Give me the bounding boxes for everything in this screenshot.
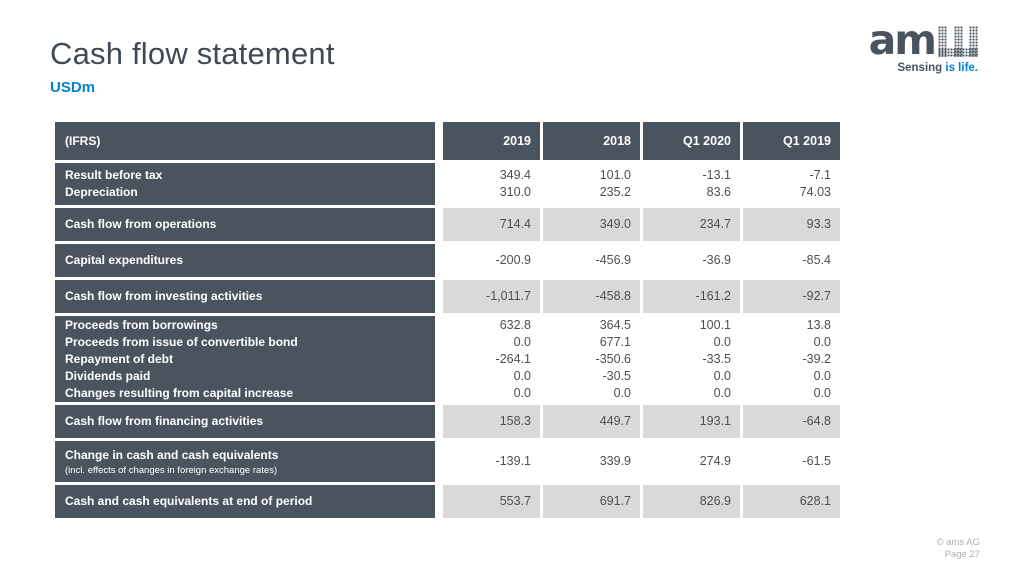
- table-row: [55, 208, 840, 241]
- table-header-row: [55, 122, 840, 160]
- row-label: Proceeds from issue of convertible bond: [65, 334, 298, 349]
- row-label-cell: [55, 441, 435, 482]
- row-label: Proceeds from borrowings: [65, 317, 218, 332]
- page-number: Page 27: [944, 549, 980, 560]
- value-cell: -161.2: [643, 280, 740, 313]
- value-cell: 101.0 235.2: [543, 163, 640, 205]
- header-col-q1-2020: Q1 2020: [643, 122, 740, 160]
- cash-flow-table: [55, 122, 840, 521]
- value-cell: 826.9: [643, 485, 740, 518]
- table-row: [55, 163, 840, 205]
- value-cell: 628.1: [743, 485, 840, 518]
- value-cell: 349.4 310.0: [443, 163, 540, 205]
- value-cell: 158.3: [443, 405, 540, 438]
- row-label: Cash flow from operations: [65, 217, 217, 231]
- row-label-cell: [55, 208, 435, 241]
- row-label: Change in cash and cash equivalents: [65, 447, 279, 462]
- value-cell: 93.3: [743, 208, 840, 241]
- table-row: [55, 405, 840, 438]
- ams-logo: [868, 16, 978, 74]
- value-cell: 714.4: [443, 208, 540, 241]
- slide-footer: [937, 537, 980, 561]
- value-cell: 193.1: [643, 405, 740, 438]
- value-cell: -13.1 83.6: [643, 163, 740, 205]
- ams-logo-pixel-glyph-icon: [938, 26, 978, 57]
- value-cell: 364.5 677.1 -350.6 -30.5 0.0: [543, 316, 640, 402]
- tagline-dark-part: Sensing: [897, 62, 943, 74]
- row-label: Depreciation: [65, 185, 138, 199]
- row-label: Cash and cash equivalents at end of period: [65, 494, 313, 508]
- row-label: Result before tax: [65, 168, 163, 182]
- table-row: [55, 485, 840, 518]
- value-cell: -1,011.7: [443, 280, 540, 313]
- header-col-2018: 2018: [543, 122, 640, 160]
- row-sublabel: (incl. effects of changes in foreign exchange rates): [65, 464, 278, 476]
- value-cell: 13.8 0.0 -39.2 0.0 0.0: [743, 316, 840, 402]
- value-cell: 339.9: [543, 441, 640, 482]
- value-cell: 100.1 0.0 -33.5 0.0 0.0: [643, 316, 740, 402]
- value-cell: -61.5: [743, 441, 840, 482]
- header-label-cell: [55, 122, 435, 160]
- row-label-cell: [55, 244, 435, 277]
- row-label-cell: [55, 485, 435, 518]
- row-label: Cash flow from financing activities: [65, 414, 264, 428]
- value-cell: -456.9: [543, 244, 640, 277]
- tagline-blue-part: is life.: [945, 62, 978, 74]
- row-label-cell: [55, 280, 435, 313]
- table-row: [55, 244, 840, 277]
- value-cell: 553.7: [443, 485, 540, 518]
- page-title: Cash flow statement: [50, 36, 335, 71]
- value-cell: -200.9: [443, 244, 540, 277]
- value-cell: -85.4: [743, 244, 840, 277]
- value-cell: 234.7: [643, 208, 740, 241]
- copyright-text: © ams AG: [936, 537, 980, 548]
- value-cell: 349.0: [543, 208, 640, 241]
- row-label: Changes resulting from capital increase: [65, 385, 294, 400]
- value-cell: -458.8: [543, 280, 640, 313]
- header-label: (IFRS): [65, 133, 101, 148]
- value-cell: -7.1 74.03: [743, 163, 840, 205]
- table-row: [55, 280, 840, 313]
- header-col-q1-2019: Q1 2019: [743, 122, 840, 160]
- row-label: Repayment of debt: [65, 351, 174, 366]
- row-label: Dividends paid: [65, 368, 151, 383]
- row-label: Capital expenditures: [65, 253, 184, 267]
- header-col-2019: 2019: [443, 122, 540, 160]
- row-label-cell: [55, 405, 435, 438]
- value-cell: -139.1: [443, 441, 540, 482]
- value-cell: -36.9: [643, 244, 740, 277]
- value-cell: 632.8 0.0 -264.1 0.0 0.0: [443, 316, 540, 402]
- ams-logo-text: am: [868, 16, 935, 64]
- value-cell: 449.7: [543, 405, 640, 438]
- value-cell: -92.7: [743, 280, 840, 313]
- currency-unit-label: USDm: [50, 79, 96, 96]
- row-label-cell: [55, 316, 435, 402]
- table-row: [55, 441, 840, 482]
- value-cell: 691.7: [543, 485, 640, 518]
- row-label: Cash flow from investing activities: [65, 289, 263, 303]
- table-row: [55, 316, 840, 402]
- value-cell: -64.8: [743, 405, 840, 438]
- value-cell: 274.9: [643, 441, 740, 482]
- row-label-cell: [55, 163, 435, 205]
